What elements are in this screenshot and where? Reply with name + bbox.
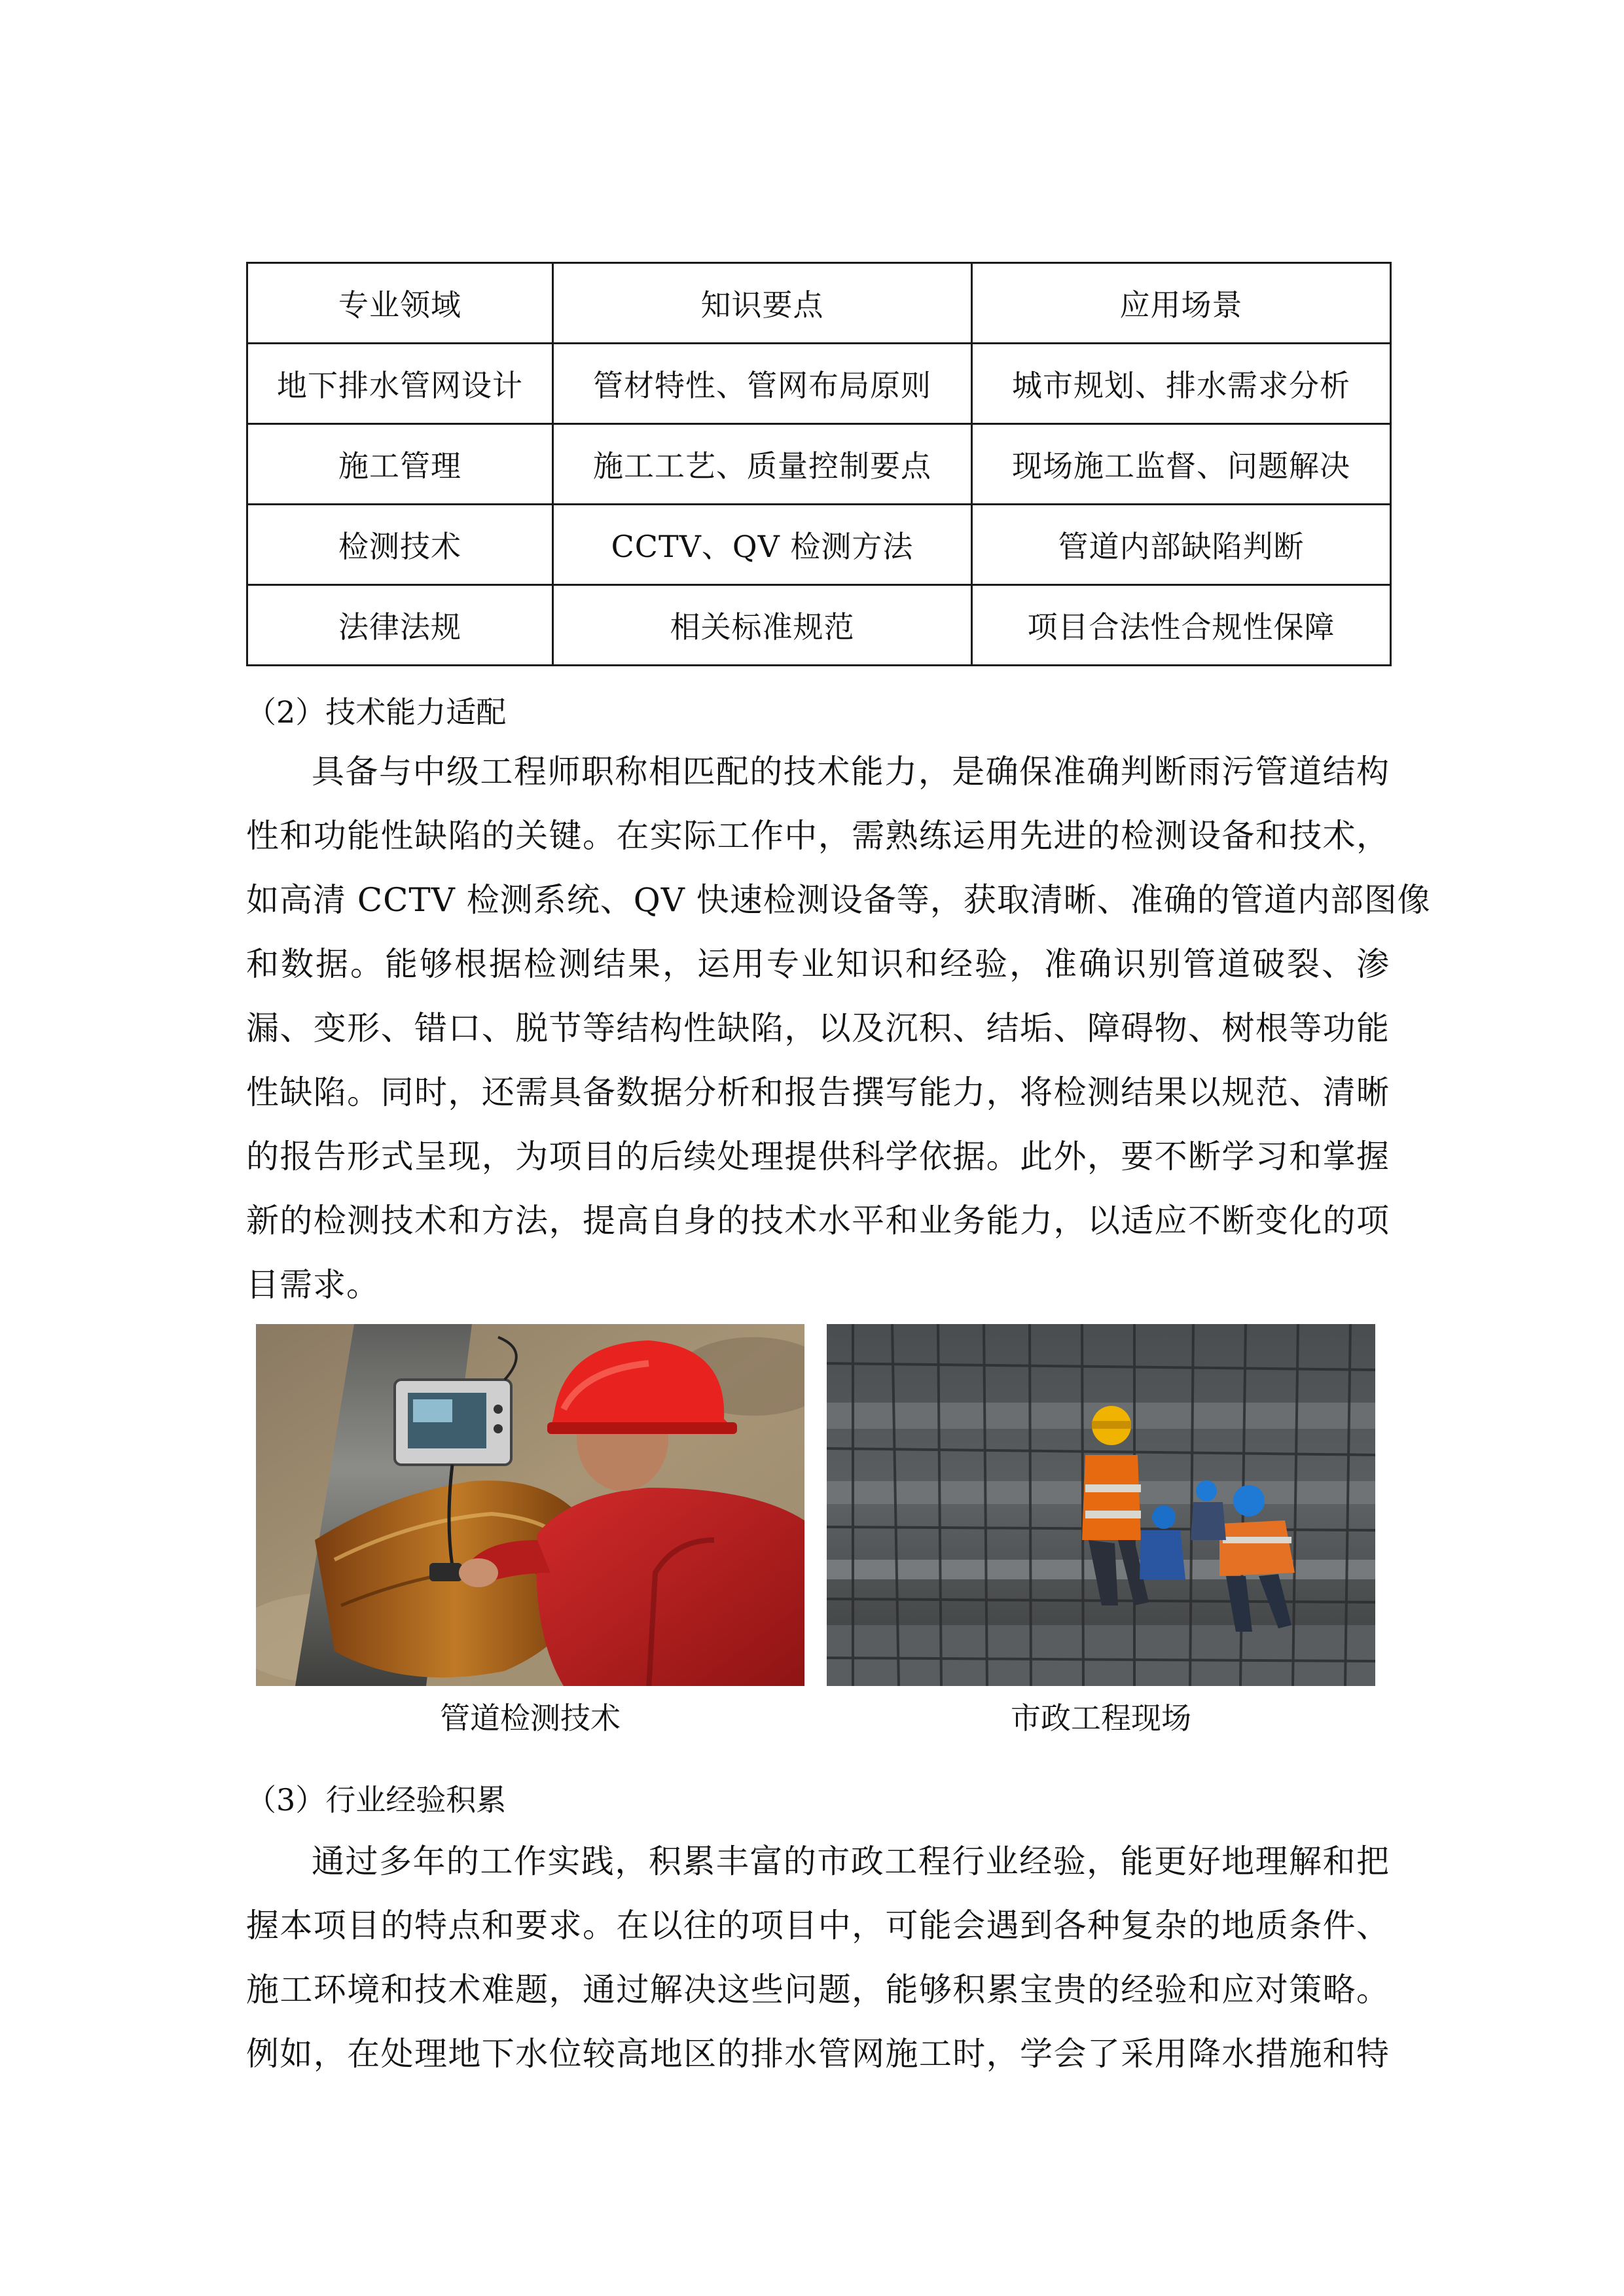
- paragraph-line: 例如，在处理地下水位较高地区的排水管网施工时，学会了采用降水措施和特: [246, 2035, 1390, 2073]
- table-row: [247, 585, 1391, 666]
- table-row: [247, 505, 1391, 585]
- paragraph-line: 具备与中级工程师职称相匹配的技术能力，是确保准确判断雨污管道结构: [312, 753, 1390, 791]
- paragraph-line: 施工环境和技术难题，通过解决这些问题，能够积累宝贵的经验和应对策略。: [246, 1971, 1390, 2009]
- paragraph-line: 性缺陷。同时，还需具备数据分析和报告撰写能力，将检测结果以规范、清晰: [246, 1073, 1390, 1111]
- table-cell: 管材特性、管网布局原则: [553, 344, 972, 424]
- table-cell: 城市规划、排水需求分析: [972, 344, 1391, 424]
- table-cell: 现场施工监督、问题解决: [972, 424, 1391, 505]
- section-paragraph: [246, 1829, 1390, 2086]
- section-heading: （2）技术能力适配: [246, 694, 507, 730]
- table-cell: 项目合法性合规性保障: [972, 585, 1391, 666]
- table-cell: 检测技术: [247, 505, 553, 585]
- paragraph-line: 的报告形式呈现，为项目的后续处理提供科学依据。此外，要不断学习和掌握: [246, 1138, 1390, 1175]
- section-paragraph: [246, 740, 1431, 1317]
- figure-caption-right: 市政工程现场: [1011, 1700, 1191, 1736]
- section-heading: （3）行业经验积累: [246, 1782, 507, 1818]
- table-cell: CCTV、QV 检测方法: [553, 505, 972, 585]
- construction-site-photo: [827, 1324, 1375, 1686]
- paragraph-line: 性和功能性缺陷的关键。在实际工作中，需熟练运用先进的检测设备和技术，: [246, 817, 1390, 855]
- paragraph-line: 如高清 CCTV 检测系统、QV 快速检测设备等，获取清晰、准确的管道内部图像: [246, 881, 1431, 919]
- paragraph-line: 新的检测技术和方法，提高自身的技术水平和业务能力，以适应不断变化的项: [246, 1202, 1390, 1240]
- table-row: [247, 424, 1391, 505]
- table-cell: 管道内部缺陷判断: [972, 505, 1391, 585]
- table-header-cell: 应用场景: [972, 263, 1391, 344]
- paragraph-line: 通过多年的工作实践，积累丰富的市政工程行业经验，能更好地理解和把: [312, 1842, 1390, 1880]
- paragraph-line: 和数据。能够根据检测结果，运用专业知识和经验，准确识别管道破裂、渗: [246, 945, 1390, 983]
- paragraph-line: 目需求。: [246, 1266, 380, 1304]
- table-cell: 施工工艺、质量控制要点: [553, 424, 972, 505]
- table-header-cell: 知识要点: [553, 263, 972, 344]
- paragraph-line: 握本项目的特点和要求。在以往的项目中，可能会遇到各种复杂的地质条件、: [246, 1907, 1390, 1945]
- table-row: [247, 344, 1391, 424]
- paragraph-line: 漏、变形、错口、脱节等结构性缺陷，以及沉积、结垢、障碍物、树根等功能: [246, 1009, 1390, 1047]
- table-cell: 法律法规: [247, 585, 553, 666]
- table-header-row: [247, 263, 1391, 344]
- figure-caption-left: 管道检测技术: [440, 1700, 621, 1736]
- table-cell: 相关标准规范: [553, 585, 972, 666]
- table-header-cell: 专业领域: [247, 263, 553, 344]
- pipe-inspection-photo: [256, 1324, 804, 1686]
- table-cell: 施工管理: [247, 424, 553, 505]
- table-cell: 地下排水管网设计: [247, 344, 553, 424]
- knowledge-table: [246, 262, 1392, 666]
